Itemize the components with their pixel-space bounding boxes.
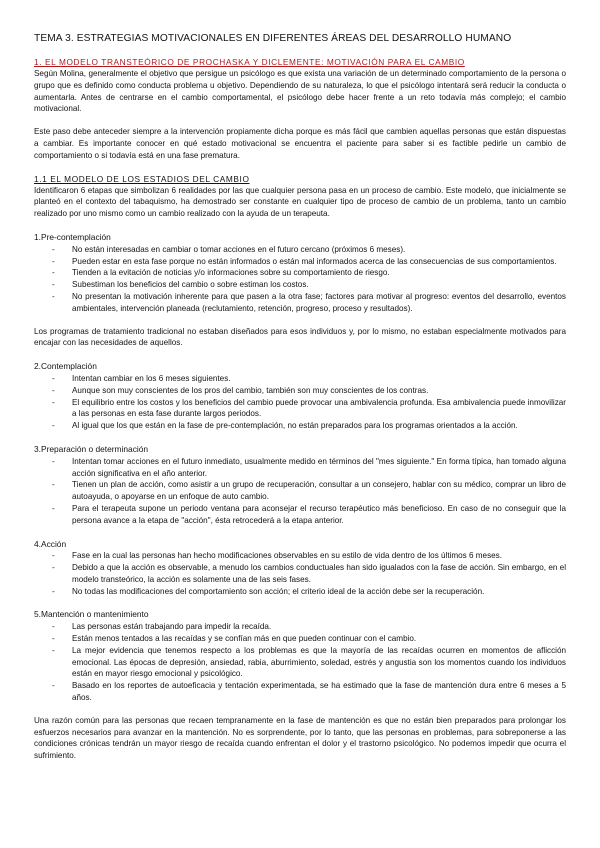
stage-5-heading: 5.Mantención o mantenimiento <box>34 609 149 620</box>
section-1-1-paragraph: Identificaron 6 etapas que simbolizan 6 realidades por las que cualquier persona pasa en un proceso de cambio. Este modelo, que inicialmente se planteó en el contexto del tabaquismo, ha demostrado ser constante en cualquier tipo de proceso de cambio de un problema, tanto un cambio realizado por uno mismo como un cambio realizado con la ayuda de un terapeuta. <box>34 185 566 219</box>
list-item: - Pueden estar en esta fase porque no están informados o están mal informados acerca de las consecuencias de sus comportamientos. <box>52 256 557 266</box>
section-1-paragraph-1: Según Molina, generalmente el objetivo que persigue un psicólogo es que exista una variación de un determinado comportamiento de la persona o grupo que es definido como conducta problema u objetivo. Dependiendo de su naturaleza, lo que el psicólogo intentará será reducir la conducta o aumentarla. Antes de centrarse en el cambio comportamental, el psicólogo debe hacer frente a un reto todavía más complejo; el cambio motivacional. <box>34 69 566 114</box>
dash-bullet: - <box>52 373 55 383</box>
dash-bullet: - <box>52 645 55 655</box>
list-item: - No todas las modificaciones del comportamiento son acción; el criterio ideal de la acción debe ser la recuperación. <box>52 586 485 596</box>
list-item: - Están menos tentados a las recaídas y se confían más en que pueden continuar con el cambio. <box>52 634 417 644</box>
list-item: - Para el terapeuta supone un periodo ventana para aconsejar el recurso terapéutico más beneficioso. En caso de no conseguir que la persona avance a la etapa de "acción", ésta retrocederá a la etapa anterior. <box>52 503 566 525</box>
dash-bullet: - <box>52 456 55 466</box>
list-item: - Las personas están trabajando para impedir la recaída. <box>52 622 272 632</box>
dash-bullet: - <box>52 681 55 691</box>
dash-bullet: - <box>52 256 55 266</box>
stage-5-list <box>34 621 566 704</box>
dash-bullet: - <box>52 244 55 254</box>
stage-5-after-paragraph: Una razón común para las personas que recaen tempranamente en la fase de mantención es que no están bien preparados para prolongar los esfuerzos necesarios para avanzar en la mantención. No es sorprendente, por lo tanto, que las personas en problemas, para sobreponerse a las condiciones crónicas tendrán un mayor riesgo de recaída cuando enfrentan el dolor y el trastorno psicológico. No podemos impedir que ocurra el sufrimiento. <box>34 715 566 761</box>
list-item: - Basado en los reportes de autoeficacia y tentación experimentada, se ha estimado que la fase de mantención dura entre 6 meses a 5 años. <box>52 681 566 703</box>
list-item: - Al igual que los que están en la fase de pre-contemplación, no están preparados para los programas orientados a la acción. <box>52 421 518 431</box>
list-item: - Subestiman los beneficios del cambio o sobre estiman los costos. <box>52 280 309 290</box>
list-item: - No están interesadas en cambiar o tomar acciones en el futuro cercano (próximos 6 meses). <box>52 244 406 254</box>
list-item: - Tienden a la evitación de noticias y/o informaciones sobre su comportamiento de riesgo. <box>52 268 390 278</box>
dash-bullet: - <box>52 421 55 431</box>
stage-1-after-paragraph: Los programas de tratamiento tradicional no estaban diseñados para esos individuos y, por lo mismo, no estaban especialmente motivados para encajar con las necesidades de aquellos. <box>34 326 566 348</box>
dash-bullet: - <box>52 634 55 644</box>
document-page <box>34 33 566 762</box>
dash-bullet: - <box>52 503 55 513</box>
dash-bullet: - <box>52 480 55 490</box>
stage-3-heading: 3.Preparación o determinación <box>34 443 149 454</box>
list-item: - Tienen un plan de acción, como asistir a un grupo de recuperación, consultar a un consejero, hablar con su médico, comprar un libro de autoayuda, o apoyarse en un enfoque de auto cambio. <box>52 480 566 502</box>
list-item: - El equilibrio entre los costos y los beneficios del cambio puede provocar una ambivalencia profunda. Esa ambivalencia puede inmovilizar a las personas en esta fase durante largos periodos. <box>52 397 566 419</box>
section-1-heading: 1. EL MODELO TRANSTEÓRICO DE PROCHASKA Y DICLEMENTE: MOTIVACIÓN PARA EL CAMBIO <box>34 57 465 67</box>
list-item: - Fase en la cual las personas han hecho modificaciones observables en su estilo de vida dentro de los últimos 6 meses. <box>52 551 502 561</box>
dash-bullet: - <box>52 622 55 632</box>
stage-1-list <box>34 244 566 315</box>
list-item: - Debido a que la acción es observable, a menudo los cambios conductuales han sido igualados con la fase de acción. Sin embargo, en el modelo transteórico, la acción es solamente una de las seis fases. <box>52 563 566 584</box>
dash-bullet: - <box>52 397 55 407</box>
dash-bullet: - <box>52 551 55 561</box>
stage-2-heading: 2.Contemplación <box>34 361 97 372</box>
list-item: - Intentan cambiar en los 6 meses siguientes. <box>52 373 231 383</box>
section-1-paragraph-2: Este paso debe anteceder siempre a la intervención propiamente dicha porque es más fácil que cambien aquellas personas que están dispuestas a cambiar. Es importante conocer en qué estado motivacional se encuentra el paciente para saber si es factible pedirle un cambio de comportamiento o si todavía está en una fase prematura. <box>34 127 566 160</box>
list-item: - Aunque son muy conscientes de los pros del cambio, también son muy conscientes de los contras. <box>52 385 429 395</box>
dash-bullet: - <box>52 268 55 278</box>
dash-bullet: - <box>52 586 55 596</box>
document-title: TEMA 3. ESTRATEGIAS MOTIVACIONALES EN DIFERENTES ÁREAS DEL DESARROLLO HUMANO <box>34 33 512 44</box>
list-item: - No presentan la motivación inherente para que pasen a la otra fase; factores para motivar al progreso: eventos del desarrollo, eventos ambientales, intervención planeada (reclutamiento, retención, progreso, proceso y resultados). <box>52 291 566 313</box>
stage-1-heading: 1.Pre-contemplación <box>34 231 111 242</box>
dash-bullet: - <box>52 563 55 573</box>
list-item: - Intentan tomar acciones en el futuro inmediato, usualmente medido en términos del "mes siguiente." En forma típica, han tomado alguna acción significativa en el año anterior. <box>52 456 566 478</box>
stage-2-list <box>34 373 566 432</box>
stage-4-list <box>34 550 566 597</box>
list-item: - La mejor evidencia que tenemos respecto a los problemas es que la mayoría de las recaídas ocurren en momentos de aflicción emocional. Las épocas de depresión, ansiedad, rabia, aburrimiento, soledad, estrés y angustia son los momentos cuando los individuos están en mayor riesgo emocional y psicológico. <box>52 645 566 679</box>
dash-bullet: - <box>52 291 55 301</box>
stage-3-list <box>34 456 566 527</box>
section-1-1-heading: 1.1 EL MODELO DE LOS ESTADIOS DEL CAMBIO <box>34 173 250 184</box>
stage-4-heading: 4.Acción <box>34 538 67 549</box>
dash-bullet: - <box>52 385 55 395</box>
dash-bullet: - <box>52 280 55 290</box>
